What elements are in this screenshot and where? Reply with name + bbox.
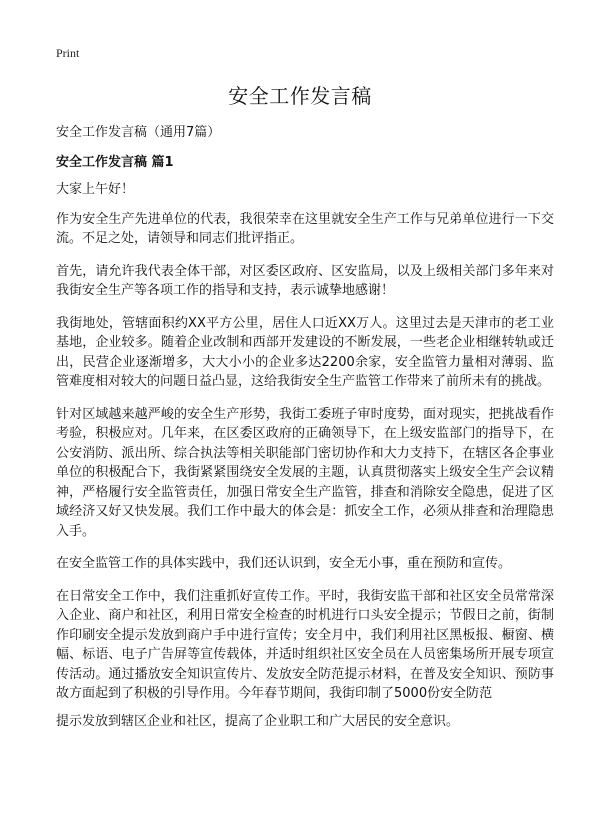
- paragraph: 作为安全生产先进单位的代表，我很荣幸在这里就安全生产工作与兄弟单位进行一下交流。不足之处，请领导和同志们批评指正。: [56, 211, 554, 246]
- paragraph: 我街地处，管辖面积约XX平方公里，居住人口近XX万人。这里过去是天津市的老工业基地，企业较多。随着企业改制和西部开发建设的不断发展，一些老企业相继转轨或迁出，民营企业逐渐增多，大大小小的企业多达2200余家，安全监管力量相对薄弱、监管难度相对较大的问题日益凸显，这给我街安全生产监管工作带来了前所未有的挑战。: [56, 315, 554, 389]
- document-subtitle: 安全工作发言稿（通用7篇）: [56, 125, 221, 140]
- document-title: 安全工作发言稿: [228, 84, 372, 108]
- paragraph: 针对区域越来越严峻的安全生产形势，我街工委班子审时度势，面对现实，把挑战看作考验，积极应对。几年来，在区委区政府的正确领导下，在上级安监部门的指导下，在公安消防、派出所、综合执法等相关职能部门密切协作和大力支持下，在辖区各企事业单位的积极配合下，我街紧紧围绕安全发展的主题，认真贯彻落实上级安全生产会议精神，严格履行安全监管责任，加强日常安全生产监管，排查和消除安全隐患，促进了区域经济又好又快发展。我们工作中最大的体会是：抓安全工作，必须从排查和治理隐患入手。: [56, 406, 554, 539]
- document-body: [56, 180, 554, 744]
- paragraph: 提示发放到辖区企业和社区，提高了企业职工和广大居民的安全意识。: [56, 713, 460, 729]
- paragraph: 首先，请允许我代表全体干部，对区委区政府、区安监局，以及上级相关部门多年来对我街安全生产等各项工作的指导和支持，表示诚挚地感谢！: [56, 263, 554, 298]
- paragraph-greeting: 大家上午好！: [56, 182, 135, 197]
- paragraph: 在安全监管工作的具体实践中，我们还认识到，安全无小事，重在预防和宣传。: [56, 556, 512, 571]
- print-label: Print: [56, 46, 80, 60]
- paragraph: 在日常安全工作中，我们注重抓好宣传工作。平时，我街安监干部和社区安全员常常深入企业、商户和社区，利用日常安全检查的时机进行口头安全提示；节假日之前，街制作印刷安全提示发放到商户手中进行宣传；安全月中，我们利用社区黑板报、橱窗、横幅、标语、电子广告屏等宣传载体，并适时组织社区安全员在人员密集场所开展专项宣传活动。通过播放安全知识宣传片、发放安全防范提示材料，在普及安全知识、预防事故方面起到了积极的引导作用。今年春节期间，我街印制了5000份安全防范: [56, 588, 554, 701]
- section-heading: 安全工作发言稿 篇1: [56, 155, 174, 170]
